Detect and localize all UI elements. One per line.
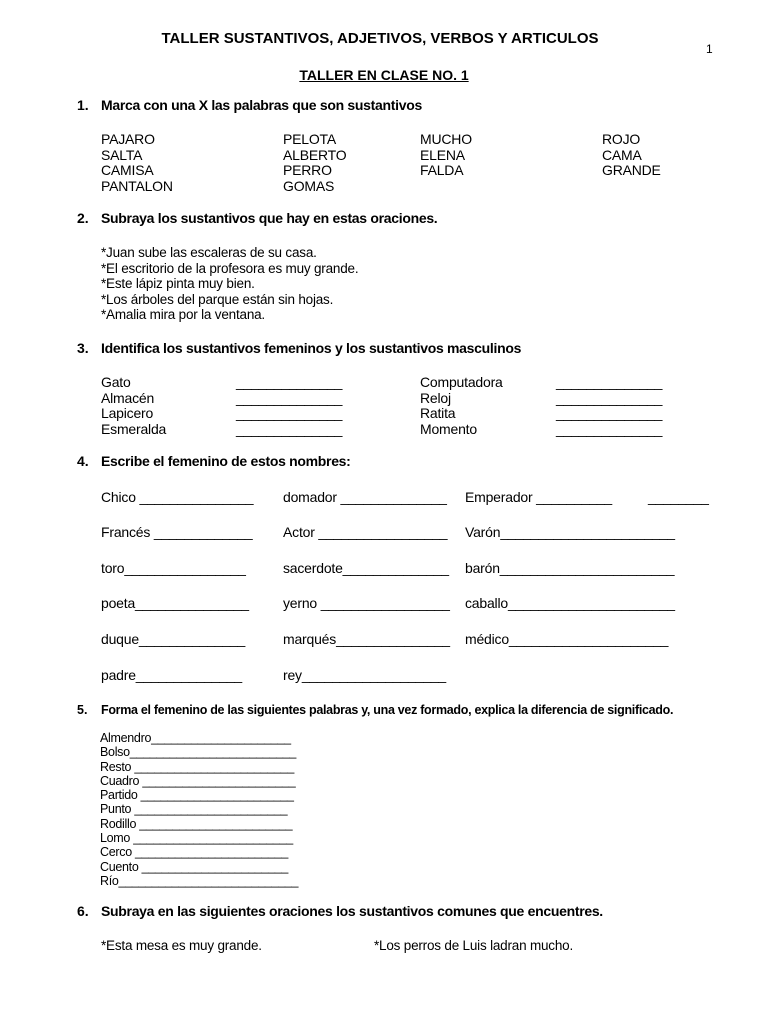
sentence: *Los perros de Luis ladran mucho. xyxy=(374,938,574,953)
q2-instruction: Subraya los sustantivos que hay en estas oraciones. xyxy=(101,210,438,226)
word-item: CAMA xyxy=(602,146,642,163)
q1-column-4 xyxy=(602,132,661,179)
q1-column-1 xyxy=(101,132,173,194)
word-item: PAJARO xyxy=(101,131,155,147)
q4-fill-item[interactable]: Chico _______________ xyxy=(101,489,254,505)
q4-fill-item[interactable]: sacerdote______________ xyxy=(283,560,449,576)
answer-blank[interactable]: ______________ xyxy=(556,374,663,390)
q4-number: 4. xyxy=(77,453,89,469)
q5-fill-item[interactable]: Partido _______________________ xyxy=(100,788,294,803)
word-item: PERRO xyxy=(283,162,332,179)
word-item: Almacén xyxy=(101,389,155,406)
q5-fill-item[interactable]: Almendro_____________________ xyxy=(100,731,291,745)
q5-fill-item[interactable]: Lomo ________________________ xyxy=(100,831,293,846)
q5-number: 5. xyxy=(77,703,88,717)
sentence: *El escritorio de la profesora es muy grande. xyxy=(101,260,359,276)
q3-instruction: Identifica los sustantivos femeninos y los sustantivos masculinos xyxy=(101,340,522,356)
q4-fill-item[interactable]: ________ xyxy=(648,489,709,505)
q1-instruction: Marca con una X las palabras que son sustantivos xyxy=(101,97,422,113)
q4-fill-item[interactable]: médico_____________________ xyxy=(465,631,669,647)
sentence: *Este lápiz pinta muy bien. xyxy=(101,276,255,292)
word-item: CAMISA xyxy=(101,162,154,179)
q4-instruction: Escribe el femenino de estos nombres: xyxy=(101,453,351,469)
word-item: Momento xyxy=(420,420,477,437)
answer-blank[interactable]: ______________ xyxy=(556,420,663,437)
sentence: *Juan sube las escaleras de su casa. xyxy=(101,245,317,260)
q5-fill-item[interactable]: Cerco _______________________ xyxy=(100,845,289,860)
q5-fill-item[interactable]: Cuadro _______________________ xyxy=(100,773,296,788)
q2-sentences xyxy=(101,245,358,323)
word-item: Computadora xyxy=(420,374,503,390)
word-item: GRANDE xyxy=(602,162,661,179)
word-item: SALTA xyxy=(101,146,143,163)
word-item: MUCHO xyxy=(420,131,472,147)
q4-fill-item[interactable]: caballo______________________ xyxy=(465,595,675,611)
q5-fill-item[interactable]: Punto _______________________ xyxy=(100,802,288,817)
q3-right-blanks xyxy=(556,375,662,437)
answer-blank[interactable]: ______________ xyxy=(556,405,663,422)
q4-fill-item[interactable]: yerno _________________ xyxy=(283,595,450,611)
word-item: FALDA xyxy=(420,162,464,179)
q3-number: 3. xyxy=(77,340,89,356)
sentence: *Los árboles del parque están sin hojas. xyxy=(101,291,334,307)
sentence: *Amalia mira por la ventana. xyxy=(101,307,265,323)
q5-fill-item[interactable]: Cuento ______________________ xyxy=(100,859,289,874)
word-item: ELENA xyxy=(420,146,465,163)
document-subtitle: TALLER EN CLASE NO. 1 xyxy=(299,67,469,83)
sentence: *Esta mesa es muy grande. xyxy=(101,938,262,953)
word-item: PELOTA xyxy=(283,131,337,147)
word-item: Esmeralda xyxy=(101,420,167,437)
q4-fill-item[interactable]: Francés _____________ xyxy=(101,524,253,540)
word-item: Lapicero xyxy=(101,405,154,422)
word-item: Ratita xyxy=(420,405,456,422)
word-item: GOMAS xyxy=(283,177,335,194)
page-number: 1 xyxy=(706,42,713,56)
q3-right-words xyxy=(420,375,503,437)
q5-instruction: Forma el femenino de las siguientes palabras y, una vez formado, explica la diferencia de significado. xyxy=(101,703,674,717)
q5-fill-item[interactable]: Río___________________________ xyxy=(100,873,299,888)
q5-fill-item[interactable]: Rodillo _______________________ xyxy=(100,816,293,831)
q1-column-3 xyxy=(420,132,472,179)
q6-number: 6. xyxy=(77,903,89,919)
q1-number: 1. xyxy=(77,97,89,113)
q2-number: 2. xyxy=(77,210,89,226)
q4-fill-item[interactable]: duque______________ xyxy=(101,631,246,647)
word-item: Gato xyxy=(101,374,131,390)
document-title: TALLER SUSTANTIVOS, ADJETIVOS, VERBOS Y ARTICULOS xyxy=(161,30,599,47)
q4-fill-item[interactable]: barón_______________________ xyxy=(465,560,675,576)
word-item: Reloj xyxy=(420,389,451,406)
q4-fill-item[interactable]: poeta_______________ xyxy=(101,595,249,611)
answer-blank[interactable]: ______________ xyxy=(556,389,663,406)
q3-left-words xyxy=(101,375,166,437)
q6-instruction: Subraya en las siguientes oraciones los sustantivos comunes que encuentres. xyxy=(101,903,603,919)
q4-fill-item[interactable]: Emperador __________ xyxy=(465,489,613,505)
q4-fill-item[interactable]: Actor _________________ xyxy=(283,524,448,540)
q4-fill-item[interactable]: domador ______________ xyxy=(283,489,447,505)
q4-fill-item[interactable]: rey___________________ xyxy=(283,667,446,683)
answer-blank[interactable]: ______________ xyxy=(236,374,343,390)
word-item: ROJO xyxy=(602,131,641,147)
q4-fill-item[interactable]: marqués_______________ xyxy=(283,631,450,647)
q3-left-blanks xyxy=(236,375,342,437)
q1-column-2 xyxy=(283,132,346,194)
answer-blank[interactable]: ______________ xyxy=(236,420,343,437)
q5-fill-item[interactable]: Resto ________________________ xyxy=(100,759,294,774)
q4-fill-item[interactable]: toro________________ xyxy=(101,560,246,576)
word-item: ALBERTO xyxy=(283,146,347,163)
q4-fill-item[interactable]: Varón_______________________ xyxy=(465,524,675,540)
answer-blank[interactable]: ______________ xyxy=(236,405,343,422)
q5-fill-item[interactable]: Bolso_________________________ xyxy=(100,745,297,760)
word-item: PANTALON xyxy=(101,177,173,194)
answer-blank[interactable]: ______________ xyxy=(236,389,343,406)
q5-items xyxy=(100,731,298,888)
q4-fill-item[interactable]: padre______________ xyxy=(101,667,243,683)
